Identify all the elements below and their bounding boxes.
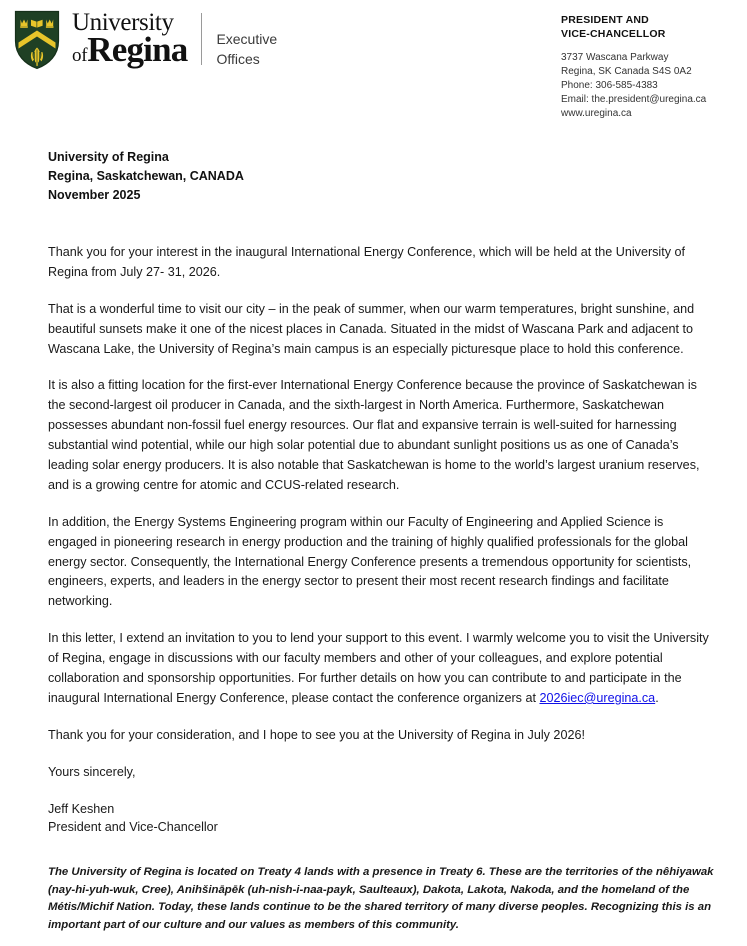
paragraph-1: Thank you for your interest in the inaugural International Energy Conference, which will be held at the University of Regina from July 27- 31, 2026. [48,245,686,279]
land-acknowledgment: The University of Regina is located on Treaty 4 lands with a presence in Treaty 6. These are the territories of the nêhiyawak (nay-hi-yuh-wuk, Cree), Anihšināpēk (uh-nish-i-naa-payk, Saulteaux), Dakota, Lakota, Nakoda, and the homeland of the Métis/Michif Nation. Today, these lands continue to be the shared territory of many diverse peoples. Recognizing this is an important part of our culture and our values as members of this community. [48,866,714,932]
university-wordmark [72,9,188,69]
paragraph-4: In addition, the Energy Systems Engineering program within our Faculty of Engineering and Applied Science is engaged in pioneering research in energy production and the training of highly qualified professionals for the global energy sector. Consequently, the International Energy Conference presents a tremendous opportunity for scientists, engineers, experts, and leaders in the energy sector to present their most recent research findings and facilitate networking. [48,514,692,609]
contact-phone: Phone: 306-585-4383 [561,80,658,92]
wordmark-line-university: University [72,9,174,36]
paragraph-5-text-after-link: . [655,690,659,705]
contact-address-street: 3737 Wascana Parkway [561,51,669,63]
paragraph-3: It is also a fitting location for the first-ever International Energy Conference because the province of Saskatchewan is the second-largest oil producer in Canada, and the sixth-largest in North America. Furthermore, Saskatchewan possesses abundant non-fossil fuel energy resources. Our flat and expansive terrain is well-suited for harnessing substantial wind potential, while our high solar potential due to abundant sunlight positions us as one of Canada’s leading solar energy producers. It is also notable that Saskatchewan is home to the world’s largest uranium reserves, and is a growing centre for atomic and CCUS-related research. [48,378,700,492]
paragraph-6: Thank you for your consideration, and I hope to see you at the University of Regina in July 2026! [48,727,585,742]
contact-website: www.uregina.ca [561,108,632,120]
contact-title-line2: VICE-CHANCELLOR [561,27,666,40]
unit-name-line1: Executive [216,31,278,47]
signature-block [48,800,712,837]
paragraph-5-text-before-link: In this letter, I extend an invitation to you to lend your support to this event. I warmly welcome you to visit the University of Regina, engage in discussions with our faculty members and other of your colleagues, and explore potential collaboration and sponsorship opportunities. For further details on how you can contribute to and participate in the inaugural International Energy Conference, please contact the conference organizers at [48,631,709,705]
addressee-line3: November 2025 [48,188,141,202]
conference-email-link[interactable]: 2026iec@uregina.ca [539,690,656,705]
addressee-block [48,148,712,205]
contact-block [561,14,733,122]
brand-divider [201,13,202,65]
closing-salutation: Yours sincerely, [48,764,136,779]
paragraph-5 [48,629,712,709]
contact-title-line1: PRESIDENT AND [561,14,649,26]
footer [48,864,722,935]
letter-body [48,148,712,836]
wordmark-regina: Regina [87,30,188,69]
university-crest-shield-icon [14,10,60,70]
brand-block [14,10,277,70]
wordmark-line-of-regina [72,30,188,69]
contact-address-city: Regina, SK Canada S4S 0A2 [561,65,692,77]
contact-title [561,14,733,42]
paragraph-2: That is a wonderful time to visit our city – in the peak of summer, when our warm temperatures, bright sunshine, and beautiful sunsets make it one of the nicest places in Canada. Situated in the midst of Wascana Park and adjacent to Wascana Lake, the University of Regina’s main campus is an especially picturesque place to hold this conference. [48,301,695,356]
unit-name-line2: Offices [216,50,260,67]
letterhead [0,0,747,120]
signatory-title: President and Vice-Chancellor [48,819,218,834]
signatory-name: Jeff Keshen [48,801,115,816]
addressee-line1: University of Regina [48,150,169,164]
contact-email: Email: the.president@uregina.ca [561,94,707,106]
wordmark-of: of [72,45,88,66]
addressee-line2: Regina, Saskatchewan, CANADA [48,169,244,183]
unit-name [216,10,277,70]
contact-details [561,51,733,122]
